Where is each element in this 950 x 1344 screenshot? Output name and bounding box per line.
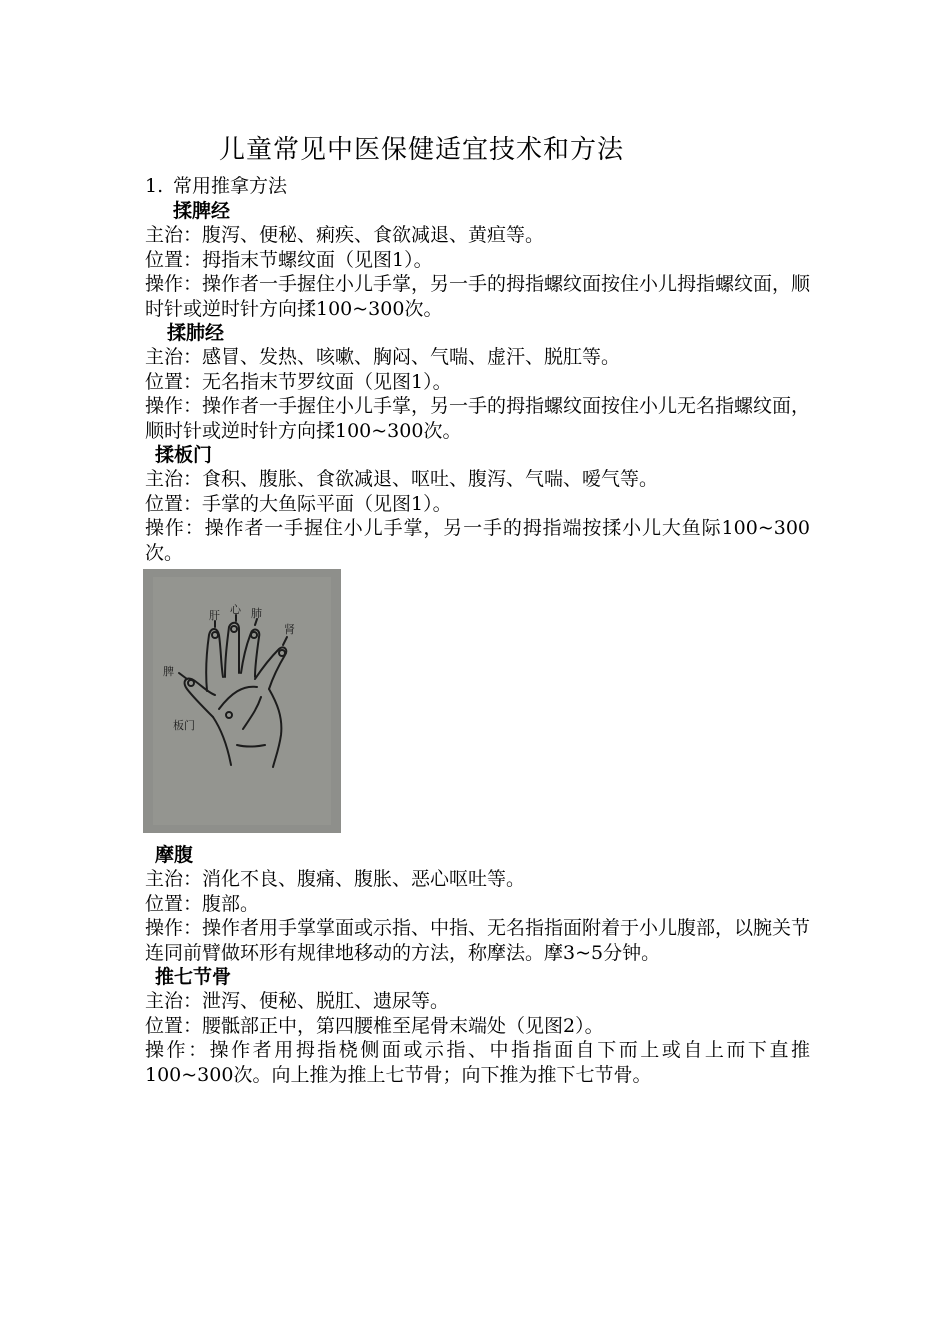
indication-text: 主治：腹泻、便秘、痢疾、食欲减退、黄疸等。 <box>145 224 545 246</box>
technique-title: 揉脾经 <box>173 200 231 222</box>
figure-label: 肺 <box>251 607 262 620</box>
indication-text: 主治：食积、腹胀、食欲减退、呕吐、腹泻、气喘、嗳气等。 <box>145 468 659 490</box>
technique-block <box>145 443 810 565</box>
page-title: 儿童常见中医保健适宜技术和方法 <box>219 135 625 165</box>
figure-label: 肾 <box>284 623 295 636</box>
operation-text: 操作：操作者一手握住小儿手掌，另一手的拇指端按揉小儿大鱼际100~300次。 <box>145 517 810 564</box>
section-number: 1. <box>145 175 164 197</box>
technique-title: 揉板门 <box>155 444 213 466</box>
section-heading <box>145 174 810 199</box>
technique-title: 揉肺经 <box>167 322 225 344</box>
indication-text: 主治：泄泻、便秘、脱肛、遗尿等。 <box>145 990 450 1012</box>
operation-text: 操作：操作者一手握住小儿手掌，另一手的拇指螺纹面按住小儿拇指螺纹面，顺时针或逆时针方向揉100~300次。 <box>145 273 811 320</box>
technique-block <box>145 199 810 321</box>
technique-block <box>145 843 810 965</box>
hand-drawing-image <box>143 569 341 833</box>
figure-label: 心 <box>230 603 241 616</box>
hand-sketch-icon <box>143 569 341 833</box>
indication-text: 主治：感冒、发热、咳嗽、胸闷、气喘、虚汗、脱肛等。 <box>145 346 621 368</box>
document-page <box>145 130 810 1087</box>
section-label: 常用推拿方法 <box>173 175 288 197</box>
operation-text: 操作：操作者用手掌掌面或示指、中指、无名指指面附着于小儿腹部，以腕关节连同前臂做环形有规律地移动的方法，称摩法。摩3~5分钟。 <box>145 917 811 964</box>
figure-label: 板门 <box>173 719 195 732</box>
figure-label: 脾 <box>163 665 174 678</box>
technique-block <box>145 321 810 443</box>
location-text: 位置：手掌的大鱼际平面（见图1）。 <box>145 492 452 515</box>
technique-title: 摩腹 <box>155 844 194 866</box>
figure-label: 肝 <box>209 609 220 622</box>
location-text: 位置：腰骶部正中，第四腰椎至尾骨末端处（见图2）。 <box>145 1014 604 1037</box>
operation-text: 操作：操作者用拇指桡侧面或示指、中指指面自下而上或自上而下直推100~300次。向上推为推上七节骨；向下推为推下七节骨。 <box>145 1039 810 1086</box>
indication-text: 主治：消化不良、腹痛、腹胀、恶心呕吐等。 <box>145 868 526 890</box>
location-text: 位置：腹部。 <box>145 892 260 915</box>
location-text: 位置：无名指末节罗纹面（见图1）。 <box>145 370 452 393</box>
location-text: 位置：拇指末节螺纹面（见图1）。 <box>145 248 433 271</box>
technique-title: 推七节骨 <box>155 966 232 988</box>
technique-block <box>145 965 810 1087</box>
operation-text: 操作：操作者一手握住小儿手掌，另一手的拇指螺纹面按住小儿无名指螺纹面，顺时针或逆时针方向揉100~300次。 <box>145 395 811 442</box>
